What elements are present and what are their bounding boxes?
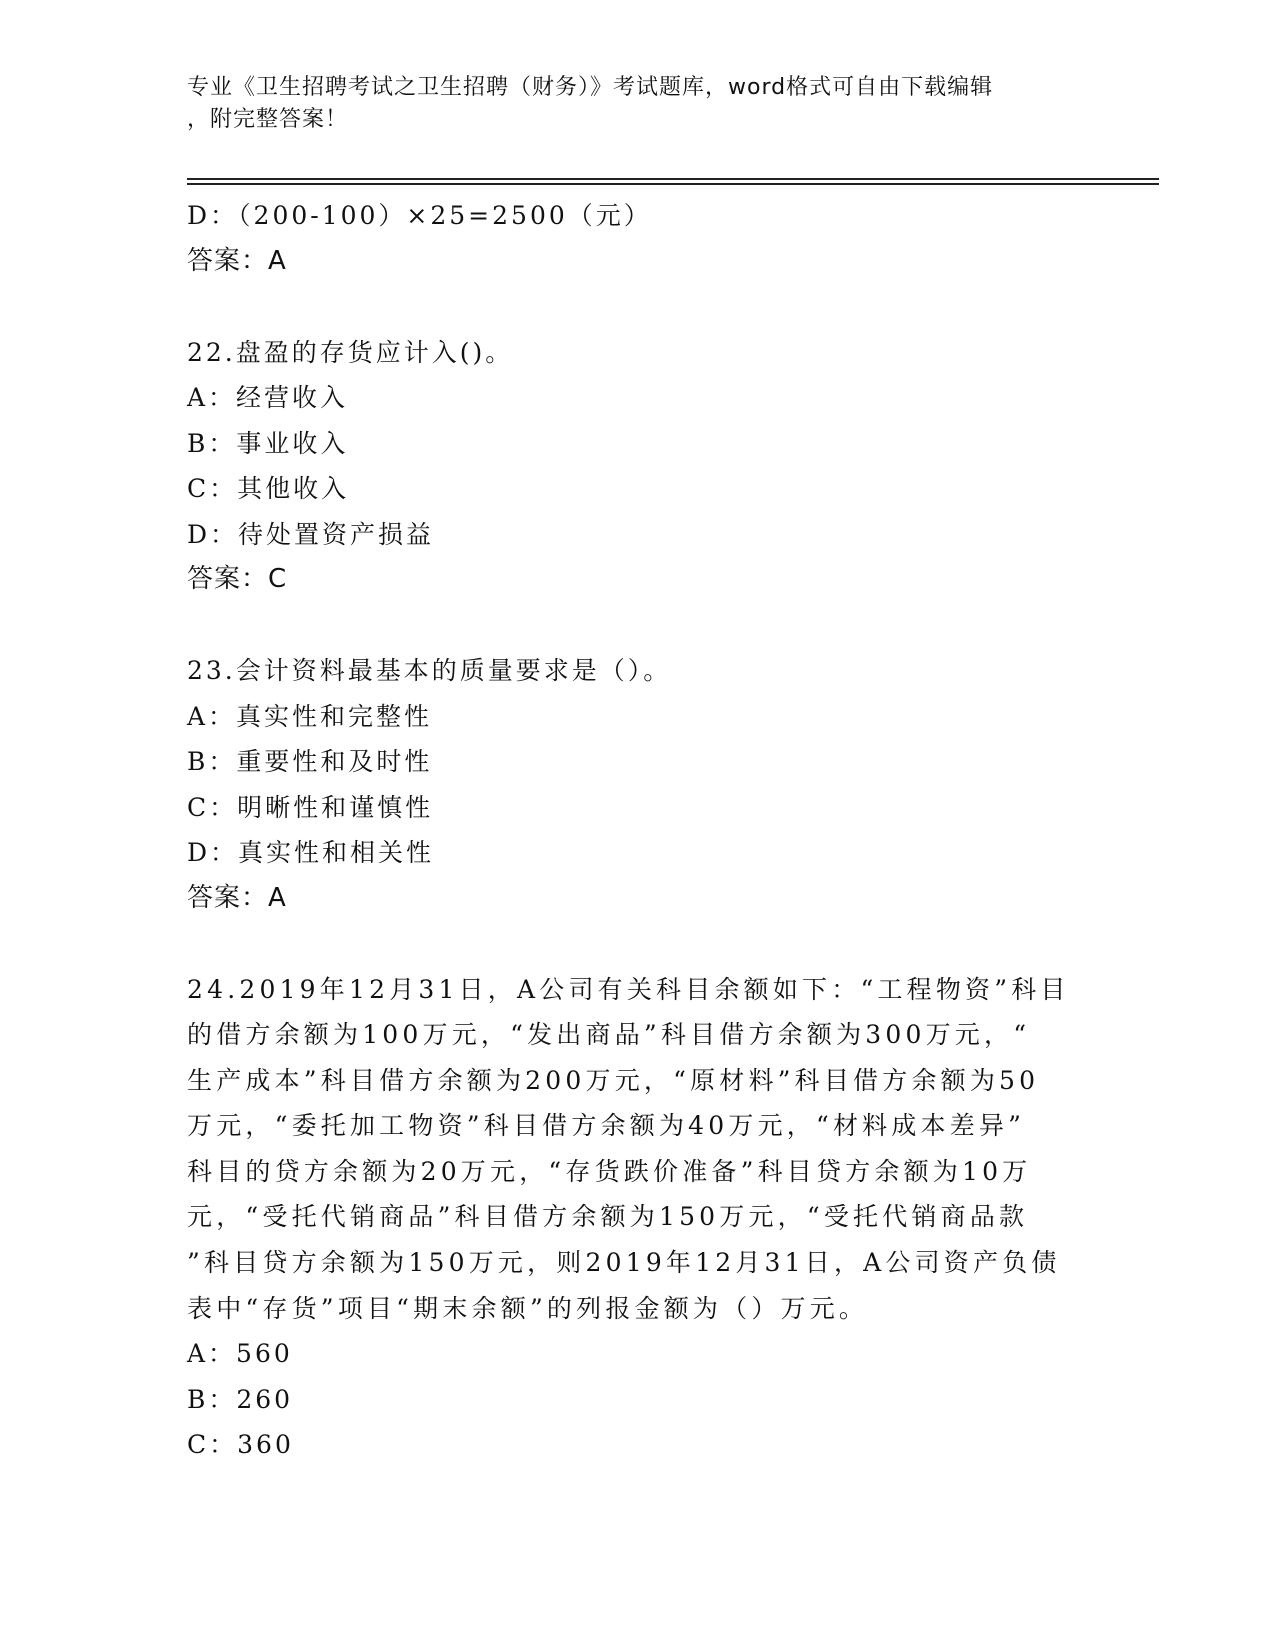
- answer-line: 答案：C: [187, 564, 288, 594]
- question-stem-line: 生产成本”科目借方余额为200万元，“原材料”科目借方余额为50: [187, 1065, 1040, 1095]
- question-stem: 23.会计资料最基本的质量要求是（）。: [187, 656, 672, 685]
- answer-line: 答案：A: [187, 245, 287, 276]
- question-22: [187, 330, 1087, 603]
- question-23: [187, 648, 1087, 921]
- spacer: [187, 921, 1087, 967]
- option-c: C：360: [187, 1430, 294, 1460]
- header-line-1: 专业《卫生招聘考试之卫生招聘（财务）》考试题库，word格式可自由下载编辑: [187, 75, 994, 100]
- question-stem-line: 24.2019年12月31日，A公司有关科目余额如下：“工程物资”科目: [187, 974, 1070, 1004]
- question-stem-line: 万元，“委托加工物资”科目借方余额为40万元，“材料成本差异”: [187, 1111, 1026, 1141]
- option-d: D：待处置资产损益: [187, 519, 435, 549]
- previous-question-tail: [187, 193, 1087, 284]
- option-a: A：560: [187, 1339, 293, 1369]
- option-c: C：其他收入: [187, 474, 350, 503]
- option-c: C：明晰性和谨慎性: [187, 792, 434, 822]
- header-line-2: ，附完整答案！: [187, 107, 349, 132]
- question-stem-line: 科目的贷方余额为20万元，“存货跌价准备”科目贷方余额为10万: [187, 1156, 1032, 1186]
- answer-line: 答案：A: [187, 882, 287, 913]
- question-stem-line: 表中“存货”项目“期末余额”的列报金额为（）万元。: [187, 1293, 869, 1323]
- header-divider-top: [187, 178, 1159, 180]
- question-stem-line: 的借方余额为100万元，“发出商品”科目借方余额为300万元，“: [187, 1020, 1031, 1050]
- question-stem: 22.盘盈的存货应计入()。: [187, 337, 514, 367]
- option-d: D：真实性和相关性: [187, 838, 435, 867]
- option-a: A：经营收入: [187, 383, 349, 412]
- option-b: B：260: [187, 1384, 294, 1414]
- option-a: A：真实性和完整性: [187, 701, 433, 731]
- option-b: B：重要性和及时性: [187, 747, 433, 776]
- spacer: [187, 284, 1087, 330]
- spacer: [187, 603, 1087, 649]
- header-divider-bottom: [187, 183, 1159, 185]
- question-24: [187, 967, 1087, 1468]
- option-b: B：事业收入: [187, 428, 349, 458]
- document-header: [187, 72, 1067, 136]
- option-d: D：（200-100）×25=2500（元）: [187, 201, 652, 230]
- question-stem-line: ”科目贷方余额为150万元，则2019年12月31日，A公司资产负债: [187, 1248, 1061, 1278]
- document-body: [187, 193, 1087, 1468]
- question-stem-line: 元，“受托代销商品”科目借方余额为150万元，“受托代销商品款: [187, 1202, 1029, 1232]
